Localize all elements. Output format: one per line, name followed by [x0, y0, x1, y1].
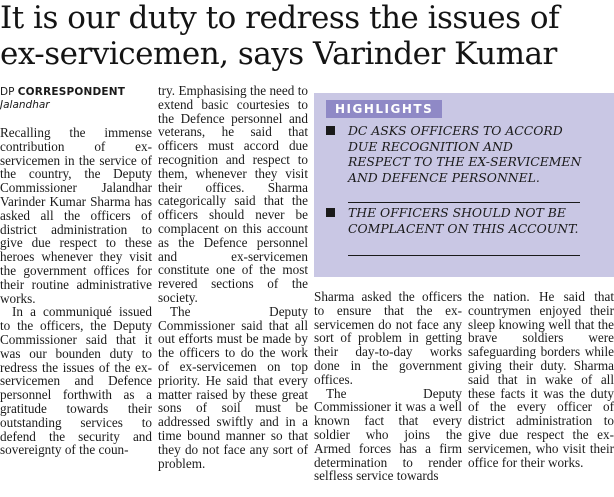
highlight-line: COMPLACENT ON THIS ACCOUNT.	[348, 220, 579, 236]
highlight-line: RESPECT TO THE EX-SERVICEMEN	[348, 154, 582, 169]
headline-line-2: ex-servicemen, says Varinder Kumar	[0, 36, 557, 72]
article-paragraph-3: The Deputy Commissioner said that all out efforts must be made by the officers to do the work of ex-servicemen on top priority. He said that every matter raised by these great sons of soil must be addressed swiftly and in a time bound manner so that they do not face any sort of problem.	[158, 303, 308, 471]
article-column-1	[0, 126, 152, 457]
square-bullet-icon	[326, 126, 335, 135]
headline-line-1: It is our duty to redress the issues of	[0, 0, 560, 36]
byline-place: Jalandhar	[0, 99, 50, 111]
highlights-label: HIGHLIGHTS	[326, 100, 442, 118]
highlight-divider	[348, 255, 580, 256]
article-paragraph-3-continued: Sharma asked the officers to ensure that the ex-servicemen do not face any sort of problem in getting their day-to-day works done in the government offices.	[314, 289, 462, 387]
article-paragraph-4: The Deputy Commissioner it was a well known fact that every soldier who joins the Armed forces has a firm determination to render selfless service towards	[314, 385, 462, 484]
article-paragraph-2-continued: try. Emphasising the need to extend basic courtesies to the Defence personnel and veterans, he said that officers must accord due recognition and respect to them, whenever they visit their offices. Sharma categorically said that the officers should never be complacent on this account as the Defence personnel and ex-servicemen constitute one of the most revered sections of the society.	[158, 83, 308, 305]
article-column-3	[314, 290, 462, 483]
byline-prefix: DP	[0, 86, 15, 98]
byline	[0, 86, 150, 112]
article-paragraph-2: In a communiqué issued to the officers, the Deputy Commissioner said that it was our bounden duty to redress the issues of the ex-servicemen and Defence personnel forthwith as a gratitude towards their outstanding services to defend the security and sovereignty of the coun-	[0, 304, 152, 458]
highlight-line: DC ASKS OFFICERS TO ACCORD	[348, 123, 563, 138]
highlight-divider	[348, 202, 580, 203]
byline-role: CORRESPONDENT	[17, 86, 126, 98]
article-paragraph-4-continued: the nation. He said that countrymen enjoyed their sleep knowing well that the brave soldiers were safeguarding borders while giving their duty. Sharma said that in wake of all these facts it was the duty of the every officer of district administration to give due respect the ex-servicemen, who visit their office for their works.	[468, 289, 614, 470]
highlight-line: AND DEFENCE PERSONNEL.	[348, 169, 540, 185]
highlight-item	[326, 205, 602, 236]
highlight-line: DUE RECOGNITION AND	[348, 138, 513, 154]
article-paragraph-1: Recalling the immense contribution of ex-servicemen in the service of the country, the Deputy Commissioner Jalandhar Varinder Kumar Sharma has asked all the officers of district administration to give due respect to these heroes whenever they visit the government offices for their routine administrative works.	[0, 125, 152, 306]
square-bullet-icon	[326, 208, 335, 217]
highlights-box	[314, 93, 614, 277]
highlight-line: THE OFFICERS SHOULD NOT BE	[348, 205, 566, 220]
headline	[0, 0, 614, 72]
article-column-2	[158, 84, 308, 470]
article-column-4	[468, 290, 614, 469]
highlight-item	[326, 123, 602, 185]
